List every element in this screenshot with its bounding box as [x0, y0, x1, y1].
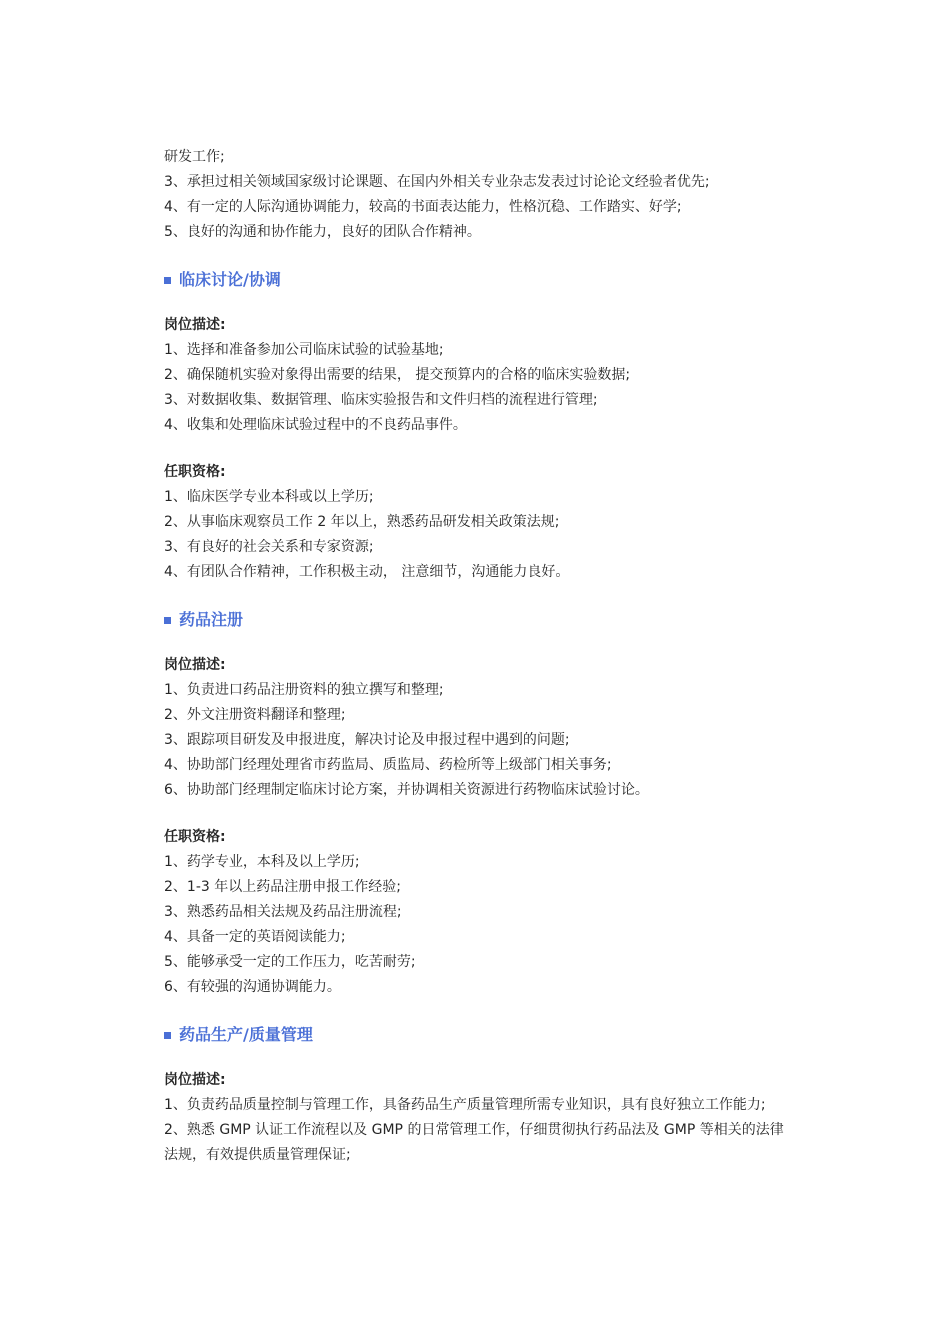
intro-line: 5、良好的沟通和协作能力，良好的团队合作精神。 [164, 224, 481, 240]
section-title-clinical [164, 267, 804, 293]
square-bullet-icon [164, 277, 171, 284]
requirement-item: 6、有较强的沟通协调能力。 [164, 979, 341, 995]
requirement-item: 5、能够承受一定的工作压力，吃苦耐劳; [164, 954, 416, 970]
requirement-heading: 任职资格: [164, 464, 226, 480]
duty-item: 3、跟踪项目研发及申报进度，解决讨论及申报过程中遇到的问题; [164, 732, 570, 748]
duty-heading: 岗位描述: [164, 657, 226, 673]
requirement-item: 3、有良好的社会关系和专家资源; [164, 539, 374, 555]
requirement-item: 1、临床医学专业本科或以上学历; [164, 489, 374, 505]
duty-heading: 岗位描述: [164, 1072, 226, 1088]
section-title-drug-registration [164, 607, 804, 633]
requirement-heading: 任职资格: [164, 829, 226, 845]
document-page [164, 145, 804, 1168]
requirement-item: 2、1-3 年以上药品注册申报工作经验; [164, 879, 401, 895]
duty-item: 2、确保随机实验对象得出需要的结果， 提交预算内的合格的临床实验数据; [164, 367, 631, 383]
square-bullet-icon [164, 1032, 171, 1039]
intro-block [164, 145, 804, 245]
section-title-text: 临床讨论/协调 [179, 270, 281, 289]
requirement-item: 4、具备一定的英语阅读能力; [164, 929, 346, 945]
intro-line: 4、有一定的人际沟通协调能力，较高的书面表达能力，性格沉稳、工作踏实、好学; [164, 199, 682, 215]
duty-item: 2、外文注册资料翻译和整理; [164, 707, 346, 723]
requirement-item: 4、有团队合作精神，工作积极主动， 注意细节，沟通能力良好。 [164, 564, 570, 580]
duty-item: 1、负责进口药品注册资料的独立撰写和整理; [164, 682, 444, 698]
duty-item: 1、选择和准备参加公司临床试验的试验基地; [164, 342, 444, 358]
intro-line: 研发工作; [164, 149, 225, 165]
square-bullet-icon [164, 617, 171, 624]
section-title-text: 药品注册 [179, 610, 244, 629]
requirement-item: 1、药学专业，本科及以上学历; [164, 854, 360, 870]
section-title-text: 药品生产/质量管理 [179, 1025, 313, 1044]
duty-item: 6、协助部门经理制定临床讨论方案，并协调相关资源进行药物临床试验讨论。 [164, 782, 649, 798]
duty-item: 3、对数据收集、数据管理、临床实验报告和文件归档的流程进行管理; [164, 392, 598, 408]
requirement-item: 2、从事临床观察员工作 2 年以上，熟悉药品研发相关政策法规; [164, 514, 560, 530]
duty-item: 4、协助部门经理处理省市药监局、质监局、药检所等上级部门相关事务; [164, 757, 612, 773]
requirement-item: 3、熟悉药品相关法规及药品注册流程; [164, 904, 402, 920]
intro-line: 3、承担过相关领域国家级讨论课题、在国内外相关专业杂志发表过讨论论文经验者优先; [164, 174, 710, 190]
duty-item: 4、收集和处理临床试验过程中的不良药品事件。 [164, 417, 467, 433]
duty-item: 1、负责药品质量控制与管理工作，具备药品生产质量管理所需专业知识，具有良好独立工作能力; [164, 1097, 766, 1113]
duty-heading: 岗位描述: [164, 317, 226, 333]
section-title-production-quality [164, 1022, 804, 1048]
duty-item: 2、熟悉 GMP 认证工作流程以及 GMP 的日常管理工作，仔细贯彻执行药品法及 GMP 等相关的法律法规，有效提供质量管理保证; [164, 1122, 784, 1163]
